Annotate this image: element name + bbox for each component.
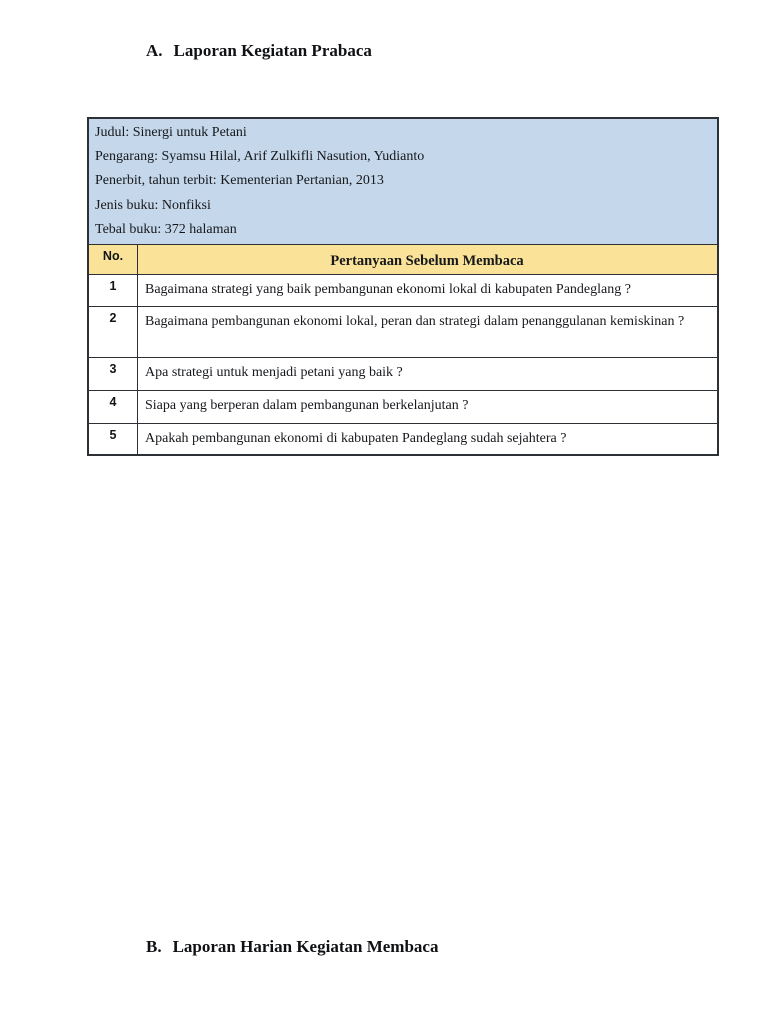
row-number: 2: [89, 307, 138, 357]
section-heading-membaca: [146, 937, 438, 957]
book-author-line: Pengarang: Syamsu Hilal, Arif Zulkifli Nasution, Yudianto: [95, 149, 425, 165]
table-header-row: [89, 244, 717, 274]
section-letter-a: A.: [146, 41, 163, 60]
book-publisher-line: Penerbit, tahun terbit: Kementerian Pertanian, 2013: [95, 173, 384, 189]
row-question: Siapa yang berperan dalam pembangunan berkelanjutan ?: [145, 398, 469, 414]
column-header-question: Pertanyaan Sebelum Membaca: [330, 253, 524, 270]
section-title-prabaca: Laporan Kegiatan Prabaca: [173, 41, 372, 60]
table-row: [89, 390, 717, 423]
table-row: [89, 357, 717, 390]
table-row: [89, 306, 717, 357]
table-row: [89, 274, 717, 306]
row-question: Bagaimana strategi yang baik pembangunan ekonomi lokal di kabupaten Pandeglang ?: [145, 282, 631, 298]
section-letter-b: B.: [146, 937, 162, 956]
table-row: [89, 423, 717, 454]
row-question: Bagaimana pembangunan ekonomi lokal, peran dan strategi dalam penanggulanan kemiskinan ?: [145, 314, 685, 330]
row-question: Apa strategi untuk menjadi petani yang baik ?: [145, 365, 403, 381]
row-number: 5: [89, 424, 138, 454]
section-title-membaca: Laporan Harian Kegiatan Membaca: [172, 937, 439, 956]
prabaca-table: [87, 117, 719, 456]
row-number: 1: [89, 275, 138, 306]
book-info-cell: [89, 119, 717, 244]
row-number: 3: [89, 358, 138, 390]
column-header-no: No.: [89, 245, 138, 274]
book-pages-line: Tebal buku: 372 halaman: [95, 221, 237, 237]
book-genre-line: Jenis buku: Nonfiksi: [95, 197, 211, 213]
row-question: Apakah pembangunan ekonomi di kabupaten Pandeglang sudah sejahtera ?: [145, 431, 567, 447]
book-title-line: Judul: Sinergi untuk Petani: [95, 125, 247, 140]
section-heading-prabaca: [146, 41, 372, 61]
row-number: 4: [89, 391, 138, 423]
